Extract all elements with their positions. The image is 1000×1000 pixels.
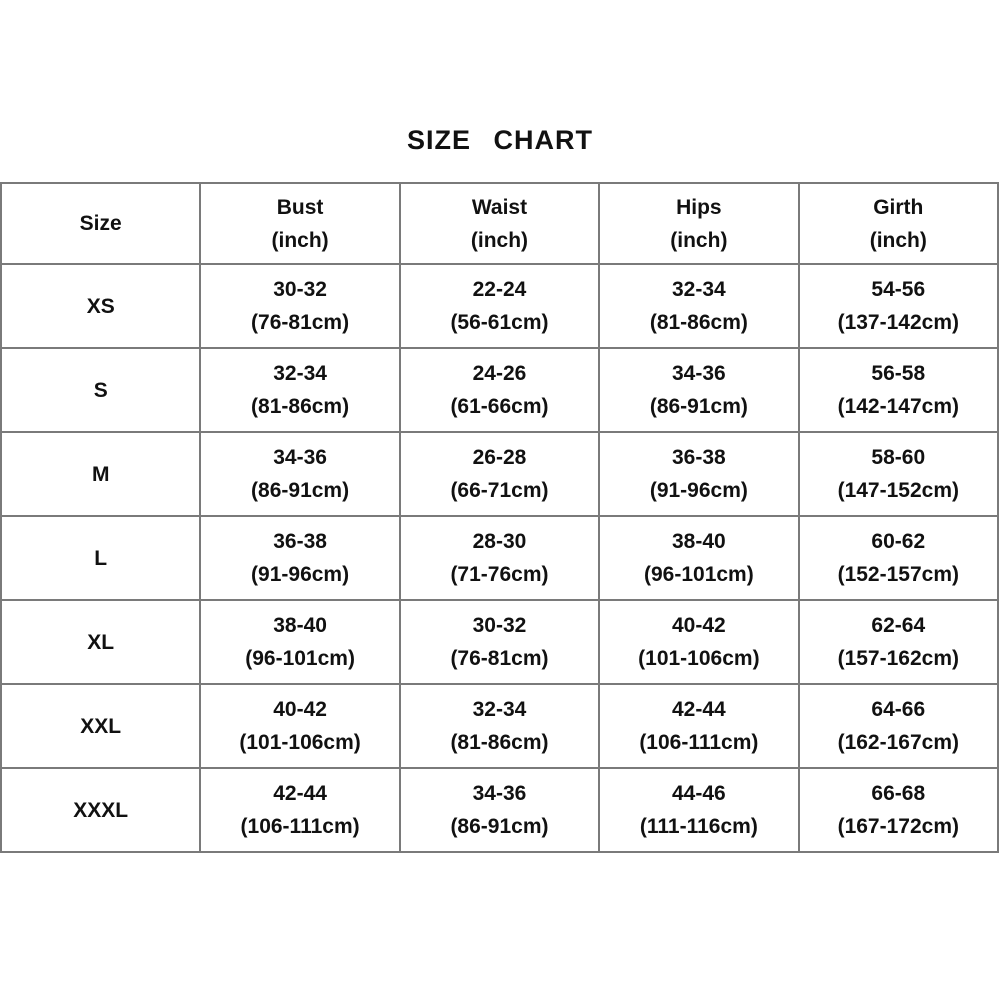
header-girth-unit: (inch) [869, 228, 927, 252]
header-girth [799, 183, 998, 264]
hips-cell [599, 768, 798, 852]
header-hips [599, 183, 798, 264]
size-cell [1, 516, 200, 600]
waist-inch-value: 24-26 [472, 362, 527, 385]
bust-cell [200, 768, 399, 852]
hips-inch-value: 34-36 [672, 362, 726, 385]
bust-cm-value: (106-111cm) [240, 815, 360, 838]
hips-cm-value: (91-96cm) [649, 479, 748, 502]
table-row [1, 600, 998, 684]
bust-cell [200, 516, 399, 600]
bust-inch-value: 36-38 [273, 530, 327, 553]
hips-cell [599, 684, 798, 768]
hips-cm-value: (106-111cm) [639, 731, 759, 754]
hips-inch-value: 32-34 [672, 278, 726, 301]
bust-inch-value: 40-42 [273, 698, 327, 721]
waist-cm-value: (56-61cm) [450, 311, 549, 334]
size-cell [1, 264, 200, 348]
bust-cm-value: (81-86cm) [251, 395, 350, 418]
size-label: XXL [80, 714, 122, 738]
table-header [1, 183, 998, 264]
waist-inch-value: 22-24 [472, 278, 527, 301]
bust-cm-value: (101-106cm) [239, 731, 361, 754]
bust-inch-value: 38-40 [273, 614, 327, 637]
header-waist-label: Waist [471, 195, 528, 219]
waist-inch-value: 32-34 [472, 698, 527, 721]
size-label: S [93, 378, 108, 402]
waist-cell [400, 432, 599, 516]
bust-cm-value: (86-91cm) [251, 479, 350, 502]
waist-inch-value: 34-36 [472, 782, 527, 805]
size-label: L [94, 546, 108, 570]
table-row [1, 348, 998, 432]
hips-cell [599, 432, 798, 516]
waist-inch-value: 28-30 [472, 530, 527, 553]
girth-cm-value: (167-172cm) [837, 815, 959, 838]
page-title: SIZE CHART [407, 125, 593, 155]
bust-cm-value: (91-96cm) [251, 563, 350, 586]
hips-inch-value: 38-40 [672, 530, 726, 553]
header-waist-unit: (inch) [470, 228, 529, 252]
size-label: M [91, 462, 110, 486]
girth-cm-value: (162-167cm) [837, 731, 959, 754]
waist-inch-value: 26-28 [472, 446, 527, 469]
waist-cell [400, 348, 599, 432]
girth-cell [799, 768, 998, 852]
waist-cm-value: (81-86cm) [450, 731, 549, 754]
girth-cm-value: (152-157cm) [837, 563, 959, 586]
girth-cm-value: (137-142cm) [837, 311, 959, 334]
girth-cm-value: (142-147cm) [837, 395, 959, 418]
girth-inch-value: 54-56 [871, 278, 926, 301]
girth-inch-value: 56-58 [871, 362, 926, 385]
bust-inch-value: 32-34 [273, 362, 327, 385]
girth-cm-value: (147-152cm) [837, 479, 959, 502]
hips-cm-value: (86-91cm) [649, 395, 748, 418]
hips-cm-value: (96-101cm) [644, 563, 754, 586]
hips-cell [599, 264, 798, 348]
hips-cm-value: (81-86cm) [649, 311, 748, 334]
waist-cm-value: (86-91cm) [450, 815, 549, 838]
girth-inch-value: 64-66 [871, 698, 926, 721]
hips-inch-value: 42-44 [672, 698, 726, 721]
girth-cell [799, 348, 998, 432]
hips-inch-value: 40-42 [672, 614, 726, 637]
table-row [1, 432, 998, 516]
bust-cell [200, 348, 399, 432]
waist-cm-value: (76-81cm) [450, 647, 549, 670]
girth-inch-value: 62-64 [871, 614, 926, 637]
bust-cell [200, 684, 399, 768]
size-chart-table [0, 182, 999, 853]
bust-inch-value: 34-36 [273, 446, 327, 469]
waist-cm-value: (71-76cm) [450, 563, 549, 586]
header-size-label: Size [79, 212, 122, 235]
table-row [1, 768, 998, 852]
waist-cm-value: (66-71cm) [450, 479, 549, 502]
waist-cell [400, 684, 599, 768]
size-label: XS [86, 294, 115, 318]
header-size [1, 183, 200, 264]
girth-cm-value: (157-162cm) [837, 647, 959, 670]
size-cell [1, 684, 200, 768]
size-cell [1, 432, 200, 516]
girth-inch-value: 58-60 [871, 446, 926, 469]
waist-cell [400, 600, 599, 684]
bust-cell [200, 264, 399, 348]
header-hips-label: Hips [676, 195, 722, 219]
table-row [1, 516, 998, 600]
header-hips-unit: (inch) [670, 228, 728, 252]
hips-cell [599, 348, 798, 432]
hips-inch-value: 36-38 [672, 446, 726, 469]
hips-cm-value: (111-116cm) [639, 815, 758, 838]
size-cell [1, 768, 200, 852]
waist-cell [400, 516, 599, 600]
size-cell [1, 348, 200, 432]
bust-inch-value: 30-32 [273, 278, 327, 301]
girth-cell [799, 516, 998, 600]
hips-inch-value: 44-46 [672, 782, 726, 805]
header-row [1, 183, 998, 264]
size-cell [1, 600, 200, 684]
table-row [1, 684, 998, 768]
waist-inch-value: 30-32 [472, 614, 527, 637]
hips-cm-value: (101-106cm) [638, 647, 760, 670]
girth-inch-value: 60-62 [871, 530, 926, 553]
girth-cell [799, 684, 998, 768]
size-label: XXXL [73, 798, 129, 822]
bust-cell [200, 600, 399, 684]
bust-cm-value: (96-101cm) [245, 647, 355, 670]
header-bust-label: Bust [276, 195, 324, 219]
waist-cell [400, 264, 599, 348]
table-body [1, 264, 998, 852]
header-girth-label: Girth [873, 195, 924, 219]
girth-cell [799, 264, 998, 348]
bust-inch-value: 42-44 [273, 782, 327, 805]
header-bust-unit: (inch) [271, 228, 329, 252]
hips-cell [599, 516, 798, 600]
girth-cell [799, 432, 998, 516]
header-waist [400, 183, 599, 264]
size-label: XL [87, 630, 115, 654]
bust-cm-value: (76-81cm) [251, 311, 350, 334]
waist-cm-value: (61-66cm) [450, 395, 549, 418]
table-row [1, 264, 998, 348]
bust-cell [200, 432, 399, 516]
waist-cell [400, 768, 599, 852]
girth-cell [799, 600, 998, 684]
hips-cell [599, 600, 798, 684]
header-bust [200, 183, 399, 264]
girth-inch-value: 66-68 [871, 782, 926, 805]
